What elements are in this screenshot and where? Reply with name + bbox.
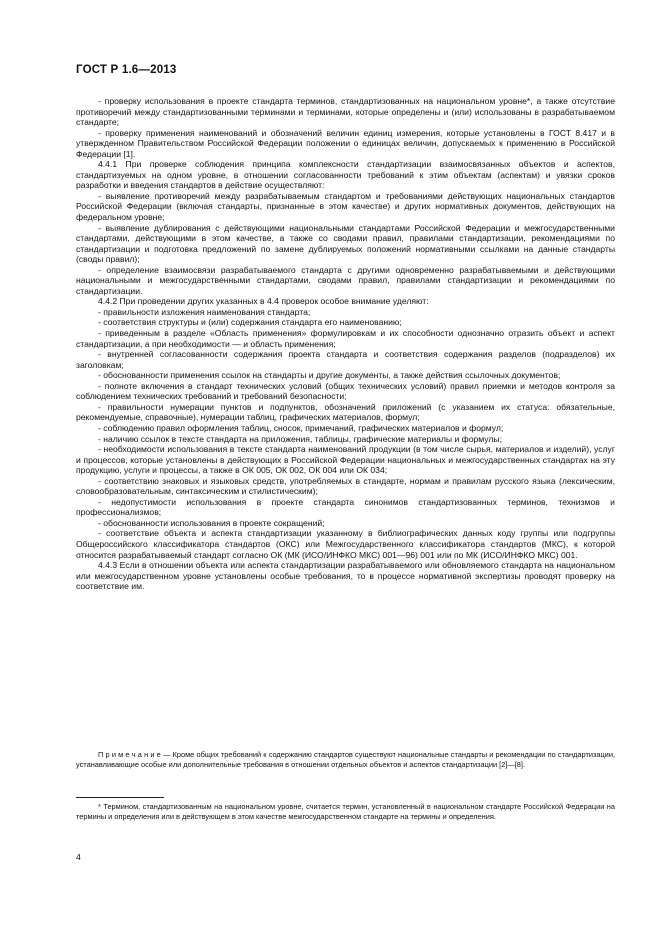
paragraph: - внутренней согласованности содержания проекта стандарта и соответствия содержания разделов (подразделов) их заголовкам; xyxy=(76,349,615,370)
paragraph: 4.4.2 При проведении других указанных в 4.4 проверок особое внимание уделяют: xyxy=(98,296,429,307)
note-text: П р и м е ч а н и е — Кроме общих требований к содержанию стандартов существуют национальные стандарты и рекомендации по стандартизации, устанавливающие особые или дополнительные требования в отношении отдельных объектов и аспектов стандартизации [2]—[8]. xyxy=(76,750,615,769)
footnote-text: * Термином, стандартизованным на национальном уровне, считается термин, установленный в национальном стандарте Российской Федерации на термины и определения или в действующем в этом качестве межгосударственном стандарте на термины и определения. xyxy=(76,802,615,821)
paragraph: 4.4.3 Если в отношении объекта или аспекта стандартизации разрабатываемого или обновляемого стандарта на национальном или межгосударственном уровне установлены особые требования, то в процессе нормативной экспертизы проводят проверку на соответствие им. xyxy=(76,560,615,592)
paragraph: - определение взаимосвязи разрабатываемого стандарта с другими одновременно разрабатываемыми и действующими национальными и межгосударственными стандартами, сводами правил, правилами стандартизации и рекомендациями по стандартизации. xyxy=(76,264,615,296)
paragraph: - приведенным в разделе «Область применения» формулировкам и их способности однозначно отразить объект и аспект стандартизации, а при необходимости — и область применения; xyxy=(76,328,615,349)
paragraph: - правильности нумерации пунктов и подпунктов, обозначений приложений (с указанием их статуса: обязательные, рекомендуемые, справочные), нумерации таблиц, графических материалов, формул; xyxy=(76,401,615,423)
paragraph: - соответствие объекта и аспекта стандартизации указанному в библиографических данных коду группы или подгруппы Общероссийского классификатора стандартов (ОКС) или Межгосударственного классификатора стандартов (МКС), к которой относится разрабатываемый стандарт согласно ОК (МК (ИСО/ИНФКО МКС) 001—96) 001 или по МК (ИСО/ИНФКО МКС) 001. xyxy=(76,528,615,560)
paragraph: - наличию ссылок в тексте стандарта на приложения, таблицы, графические материалы и формулы; xyxy=(98,433,502,444)
paragraph: - обоснованности применения ссылок на стандарты и другие документы, а также действия ссылочных документов; xyxy=(98,370,561,381)
paragraph: - обоснованности использования в проекте сокращений; xyxy=(98,517,325,528)
paragraph: - соблюдению правил оформления таблиц, сносок, примечаний, графических материалов и формул; xyxy=(98,422,504,433)
page-number: 4 xyxy=(76,852,81,862)
paragraph: - необходимости использования в тексте стандарта наименований продукции (в том числе сырья, материалов и изделий), услуг и процессов, которые установлены в действующих в Российской Федерации национальных и межгосударственных стандартах на эту продукцию, услуги и процессы, а также в ОК 005, ОК 002, ОК 004 или ОК 034; xyxy=(76,444,615,476)
paragraph: - соответствию знаковых и языковых средств, употребляемых в стандарте, нормам и правилам русского языка (лексическим, словообразовательным, синтаксическим и стилистическим); xyxy=(76,475,615,497)
paragraph: - полноте включения в стандарт технических условий (общих технических условий) правил приемки и методов контроля за соблюдением технических требований и требований безопасности; xyxy=(76,380,615,402)
paragraph: - правильности изложения наименования стандарта; xyxy=(98,306,311,317)
document-header: ГОСТ Р 1.6—2013 xyxy=(76,64,177,76)
document-body xyxy=(76,96,615,592)
paragraph: - проверку использования в проекте стандарта терминов, стандартизованных на национальном уровне*, а также отсутствие противоречий между стандартизованными терминами и терминами, которые определены и (или) использованы в разрабатываемом стандарте; xyxy=(76,96,615,128)
paragraph: - выявление дублирования с действующими национальными стандартами Российской Федерации и межгосударственными стандартами, действующими в этом качестве, а также со сводами правил, правилами стандартизации, рекомендациями по стандартизации и подготовка предложений по замене дублируемых положений нормативными ссылками на данные стандарты (своды правил); xyxy=(76,222,615,265)
paragraph: 4.4.1 При проверке соблюдения принципа комплексности стандартизации взаимосвязанных объектов и аспектов, стандартизуемых на одном уровне, в отношении согласованности требований к этим объектам (аспектам) и увязки сроков разработки и введения стандартов в действие осуществляют: xyxy=(76,159,615,191)
paragraph: - соответствия структуры и (или) содержания стандарта его наименованию; xyxy=(98,317,402,328)
paragraph: - проверку применения наименований и обозначений величин единиц измерения, которые установлены в ГОСТ 8.417 и в утвержденном Правительством Российской Федерации положении о единицах величин, допускаемых к применению в Российской Федерации [1]. xyxy=(76,127,615,159)
footnote-divider xyxy=(76,797,164,798)
paragraph: - недопустимости использования в проекте стандарта синонимов стандартизованных терминов, технизмов и профессионализмов; xyxy=(76,496,615,518)
paragraph: - выявление противоречий между разрабатываемым стандартом и требованиями действующих национальных стандартов Российской Федерации (включая стандарты, признанные в этом качестве) и других нормативных документов, действующих на федеральном уровне; xyxy=(76,190,615,223)
